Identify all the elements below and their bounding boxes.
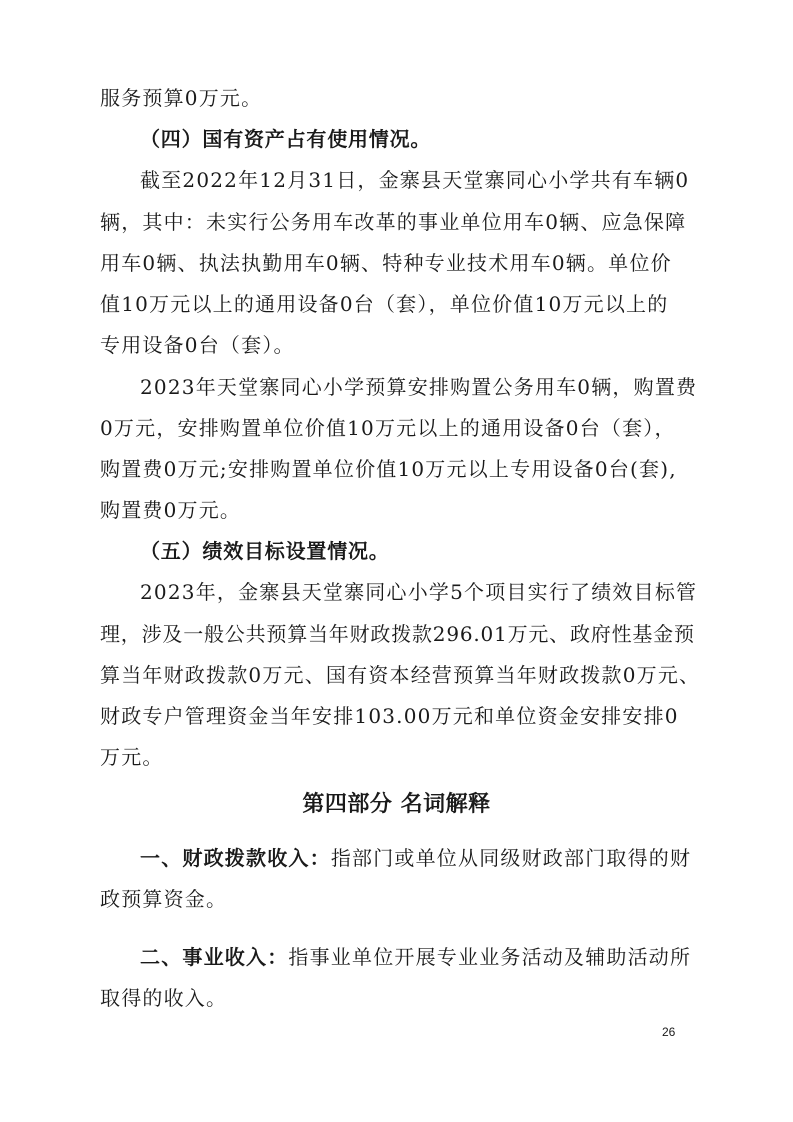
text-line: 用车0辆、执法执勤用车0辆、特种专业技术用车0辆。单位价 [100,251,672,275]
text-line: 购置费0万元。 [100,498,242,522]
text-line: 截至2022年12月31日，金寨县天堂寨同心小学共有车辆0 [140,168,690,192]
text-line: 服务预算0万元。 [100,86,263,110]
text-line: 政预算资金。 [100,887,228,911]
text-line: 理，涉及一般公共预算当年财政拨款296.01万元、政府性基金预 [100,622,695,646]
text-line: 财政专户管理资金当年安排103.00万元和单位资金安排安排0 [100,704,679,728]
text-line: 专用设备0台（套）。 [100,333,295,357]
page-number: 26 [662,1025,676,1039]
text-line: 值10万元以上的通用设备0台（套），单位价值10万元以上的 [100,292,669,316]
part-title: 第四部分 名词解释 [302,792,491,817]
section-heading-5: （五）绩效目标设置情况。 [140,539,390,563]
term-definition: 指部门或单位从同级财政部门取得的财 [330,846,692,870]
term-definition: 指事业单位开展专业业务活动及辅助活动所 [288,945,692,969]
text-line: 0万元，安排购置单位价值10万元以上的通用设备0台（套）， [100,416,676,440]
text-line: 购置费0万元;安排购置单位价值10万元以上专用设备0台(套), [100,457,677,481]
text-line: 算当年财政拨款0万元、国有资本经营预算当年财政拨款0万元、 [100,663,701,687]
text-line: 辆，其中：未实行公务用车改革的事业单位用车0辆、应急保障 [100,210,687,234]
text-line: 2023年，金寨县天堂寨同心小学5个项目实行了绩效目标管 [140,580,698,604]
text-line: 万元。 [100,745,164,769]
term-entry-1 [140,846,700,870]
term-label: 二、事业收入： [140,945,289,969]
term-label: 一、财政拨款收入： [140,846,331,870]
section-heading-4: （四）国有资产占有使用情况。 [140,127,432,151]
text-line: 取得的收入。 [100,986,228,1010]
text-line: 2023年天堂寨同心小学预算安排购置公务用车0辆，购置费 [140,375,698,399]
term-entry-2 [140,945,700,969]
